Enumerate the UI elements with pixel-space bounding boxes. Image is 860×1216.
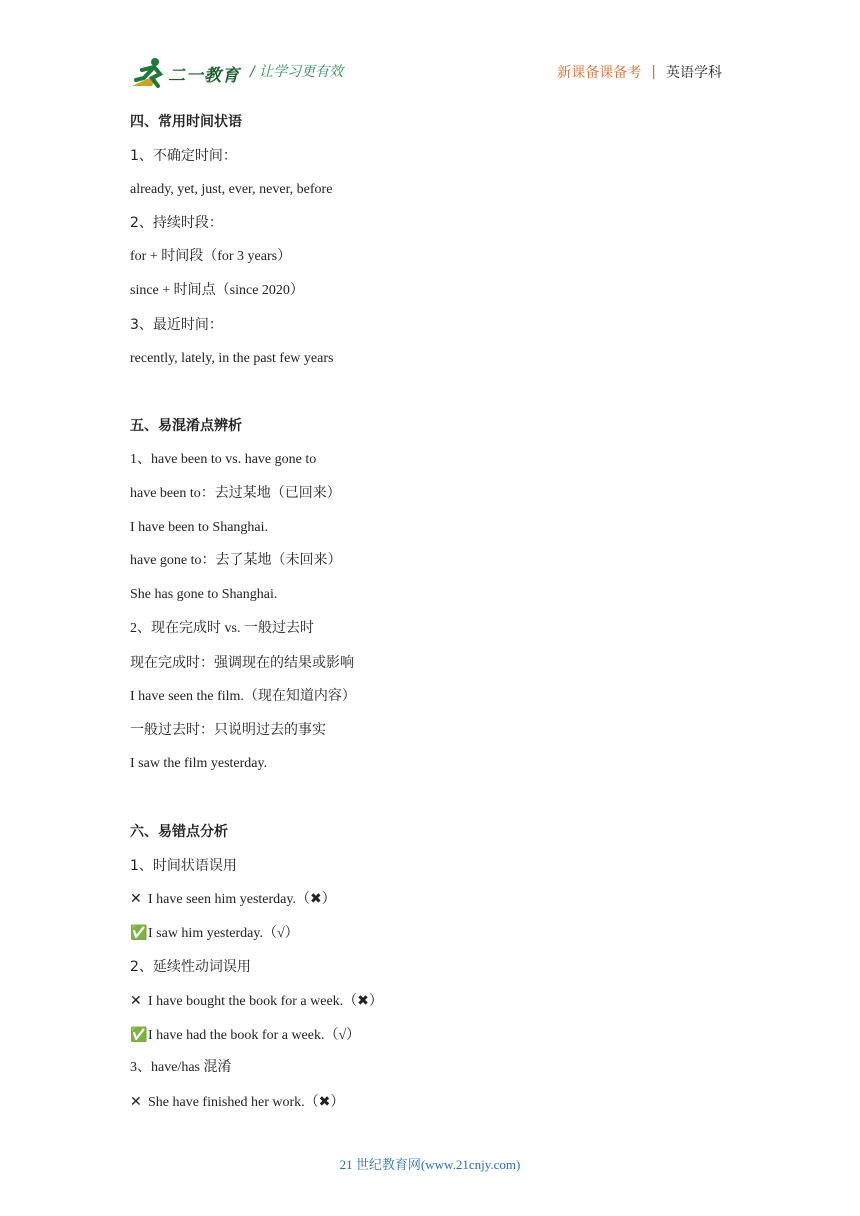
example-text: I have bought the book for a week.（✖） (148, 993, 383, 1009)
text-line: have gone to：去了某地（未回来） (130, 553, 342, 569)
text-line: 1、不确定时间： (130, 147, 237, 164)
text-line: I have been to Shanghai. (130, 519, 269, 535)
error-example (130, 987, 730, 1021)
text-line: 2、现在完成时 vs. 一般过去时 (130, 620, 314, 636)
section-heading: 六、易错点分析 (130, 823, 228, 840)
text-line: I have seen the film.（现在知道内容） (130, 688, 356, 704)
error-example (130, 1088, 730, 1122)
text-line: She has gone to Shanghai. (130, 587, 278, 603)
error-example (130, 885, 730, 919)
example-text: I have had the book for a week.（√） (148, 1027, 361, 1043)
header-separator: | (651, 64, 656, 80)
example-text: I saw him yesterday.（√） (148, 926, 299, 942)
correct-example (130, 1021, 730, 1055)
text-line: 1、have been to vs. have gone to (130, 451, 317, 467)
section-heading: 五、易混淆点辨析 (130, 418, 242, 435)
cross-icon: ✕ (130, 992, 142, 1009)
cross-icon: ✕ (130, 891, 142, 908)
text-line: since + 时间点（since 2020） (130, 282, 304, 298)
check-icon: ✅ (130, 1026, 148, 1043)
example-text: She have finished her work.（✖） (148, 1095, 345, 1111)
header-right (557, 62, 722, 82)
text-line: 2、延续性动词误用 (130, 958, 251, 975)
document-body (130, 108, 730, 1122)
page-header (0, 0, 860, 100)
check-icon: ✅ (130, 925, 148, 942)
text-line: already, yet, just, ever, never, before (130, 181, 333, 197)
section-heading: 四、常用时间状语 (130, 114, 242, 130)
text-line: have been to：去过某地（已回来） (130, 485, 341, 501)
text-line: recently, lately, in the past few years (130, 350, 334, 366)
text-line: for + 时间段（for 3 years） (130, 249, 292, 265)
text-line: I saw the film yesterday. (130, 756, 268, 772)
text-line: 2、持续时段： (130, 215, 223, 232)
text-line: 1、时间状语误用 (130, 857, 237, 874)
text-line: 3、have/has 混淆 (130, 1060, 232, 1076)
page-footer: 21 世纪教育网(www.21cnjy.com) (339, 1157, 521, 1172)
text-line: 一般过去时：只说明过去的事实 (130, 722, 326, 739)
logo-text: 二一教育 (168, 66, 240, 86)
text-line: 3、最近时间： (130, 316, 223, 333)
subject-label: 英语学科 (666, 65, 722, 81)
correct-example (130, 919, 730, 953)
text-line: 现在完成时：强调现在的结果或影响 (130, 654, 354, 671)
course-label: 新课备课备考 (557, 65, 642, 81)
cross-icon: ✕ (130, 1094, 142, 1111)
example-text: I have seen him yesterday.（✖） (148, 892, 336, 908)
slogan: / 让学习更有效 (250, 64, 344, 80)
